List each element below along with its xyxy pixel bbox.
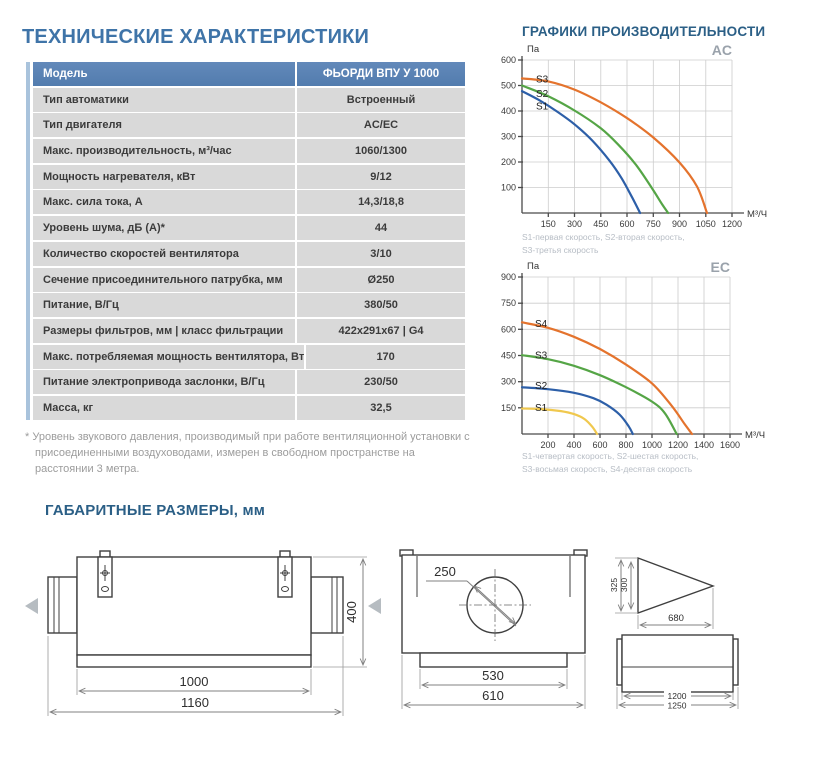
spec-name-cell: Питание электропривода заслонки, В/Гц <box>33 370 295 394</box>
table-header-row <box>33 62 465 86</box>
spec-name-cell: Тип автоматики <box>33 88 295 112</box>
spec-value-cell: 230/50 <box>297 370 465 394</box>
y-axis-label: Па <box>527 44 540 55</box>
series-label-s1: S1 <box>536 101 549 113</box>
dim-front-inner-width: 530 <box>482 668 504 683</box>
series-label-s3: S3 <box>535 350 548 362</box>
x-tick-label: 750 <box>645 219 661 229</box>
spec-value-cell: AC/EC <box>297 113 465 137</box>
performance-chart-ec <box>496 259 784 471</box>
y-axis-label: Па <box>527 261 540 272</box>
x-tick-label: 900 <box>671 219 688 229</box>
x-tick-label: 1600 <box>719 440 741 450</box>
x-tick-label: 200 <box>540 440 556 450</box>
spec-value-header: ФЬОРДИ ВПУ У 1000 <box>297 62 465 86</box>
dim-height: 400 <box>344 601 359 623</box>
x-tick-label: 450 <box>593 219 609 229</box>
x-tick-label: 400 <box>566 440 582 450</box>
x-tick-label: 1200 <box>721 219 743 229</box>
spec-name-cell: Уровень шума, дБ (А)* <box>33 216 295 240</box>
legend-line: S1-четвертая скорость, S2-шестая скорость, <box>522 451 699 461</box>
legend-line: S3-третья скорость <box>522 245 599 256</box>
spec-name-cell: Масса, кг <box>33 396 295 420</box>
table-row <box>33 216 465 240</box>
spec-value-cell: Ø250 <box>297 268 465 292</box>
spec-value-cell: 14,3/18,8 <box>297 190 465 214</box>
y-tick-label: 500 <box>500 80 516 91</box>
y-tick-label: 900 <box>500 272 516 282</box>
mounting-bracket <box>278 551 292 597</box>
y-tick-label: 600 <box>500 55 516 65</box>
motor-type-label: EC <box>710 259 730 275</box>
y-tick-label: 600 <box>500 324 516 335</box>
chart-ec-legend <box>522 450 698 476</box>
curve-s3 <box>522 355 677 434</box>
series-label-s2: S2 <box>536 89 549 100</box>
y-tick-label: 300 <box>500 131 516 142</box>
table-row <box>33 293 465 317</box>
dim-wedge-height-inner: 300 <box>619 577 629 593</box>
spec-value-cell: 380/50 <box>297 293 465 317</box>
spec-value-cell: 44 <box>297 216 465 240</box>
series-label-s3: S3 <box>536 74 549 86</box>
series-label-s1: S1 <box>535 403 548 414</box>
y-tick-label: 200 <box>500 157 516 167</box>
motor-type-label: AC <box>711 42 732 58</box>
drawing-side-view <box>25 551 381 716</box>
drawing-wedge-view <box>609 558 713 629</box>
drawing-top-view <box>617 635 738 711</box>
spec-name-header: Модель <box>33 62 295 86</box>
x-tick-label: 600 <box>592 440 608 450</box>
y-tick-label: 450 <box>500 350 516 361</box>
table-row <box>33 396 465 420</box>
drawing-front-view <box>400 550 587 709</box>
y-tick-label: 150 <box>500 402 516 413</box>
dimension-drawings <box>15 535 805 770</box>
spec-table-body <box>33 88 465 420</box>
table-row <box>33 370 465 394</box>
table-row <box>33 190 465 214</box>
dim-total-length: 1160 <box>181 695 209 710</box>
series-label-s4: S4 <box>535 319 548 331</box>
spec-name-cell: Мощность нагревателя, кВт <box>33 165 295 189</box>
spec-name-cell: Количество скоростей вентилятора <box>33 242 295 266</box>
charts-title: ГРАФИКИ ПРОИЗВОДИТЕЛЬНОСТИ <box>522 24 766 39</box>
spec-value-cell: 9/12 <box>297 165 465 189</box>
table-row <box>33 139 465 163</box>
performance-chart-ac <box>496 42 786 250</box>
x-tick-label: 600 <box>619 219 635 229</box>
x-tick-label: 1000 <box>641 440 663 450</box>
table-row <box>33 242 465 266</box>
dim-duct-diameter: 250 <box>434 564 456 579</box>
spec-name-cell: Сечение присоединительного патрубка, мм <box>33 268 295 292</box>
spec-name-cell: Макс. производительность, м³/час <box>33 139 295 163</box>
x-axis-label: М³/Ч <box>747 209 768 220</box>
chart-ac-legend <box>522 231 685 257</box>
dim-body-length: 1000 <box>179 674 209 689</box>
legend-line: S1-первая скорость, S2-вторая скорость, <box>522 232 685 242</box>
legend-line: S3-восьмая скорость, S4-десятая скорость <box>522 464 693 475</box>
x-tick-label: 1050 <box>695 219 716 229</box>
spec-name-cell: Тип двигателя <box>33 113 295 137</box>
spec-value-cell: Встроенный <box>297 88 465 112</box>
curve-s1 <box>522 409 597 434</box>
x-tick-label: 150 <box>540 219 556 229</box>
x-tick-label: 1200 <box>667 440 689 450</box>
dim-front-total-width: 610 <box>482 688 504 703</box>
y-tick-label: 400 <box>500 106 516 116</box>
spec-name-cell: Питание, В/Гц <box>33 293 295 317</box>
spec-name-cell: Размеры фильтров, мм | класс фильтрации <box>33 319 295 343</box>
airflow-arrow-icon <box>25 598 38 614</box>
y-tick-label: 750 <box>500 298 516 309</box>
spec-name-cell: Макс. потребляемая мощность вентилятора, Вт <box>33 345 304 369</box>
table-row <box>33 88 465 112</box>
spec-table <box>33 62 465 422</box>
dim-top-inner-width: 1200 <box>667 691 687 701</box>
dimensions-title: ГАБАРИТНЫЕ РАЗМЕРЫ, мм <box>45 502 266 519</box>
spec-value-cell: 1060/1300 <box>297 139 465 163</box>
y-tick-label: 300 <box>500 376 516 387</box>
dim-top-total-width: 1250 <box>667 700 687 711</box>
table-row <box>33 165 465 189</box>
series-label-s2: S2 <box>535 381 548 392</box>
dim-wedge-height-outer: 325 <box>609 577 619 593</box>
x-axis-label: М³/Ч <box>745 430 766 441</box>
spec-value-cell: 170 <box>306 345 465 369</box>
spec-value-cell: 32,5 <box>297 396 465 420</box>
airflow-arrow-icon <box>368 598 381 614</box>
spec-value-cell: 3/10 <box>297 242 465 266</box>
table-row <box>33 268 465 292</box>
x-tick-label: 300 <box>566 219 583 229</box>
table-accent-bar <box>26 62 30 420</box>
page-title: ТЕХНИЧЕСКИЕ ХАРАКТЕРИСТИКИ <box>22 26 370 48</box>
table-row <box>33 113 465 137</box>
dim-wedge-length: 680 <box>668 613 684 624</box>
table-row <box>33 345 465 369</box>
spec-name-cell: Макс. сила тока, А <box>33 190 295 214</box>
mounting-bracket <box>98 551 112 597</box>
spec-value-cell: 422x291x67 | G4 <box>297 319 465 343</box>
footnote: * Уровень звукового давления, производимый при работе вентиляционной установки с присоединенными воздуховодами, измерен в свободном пространстве на расстоянии 3 метра. <box>25 431 470 475</box>
x-tick-label: 800 <box>618 440 634 450</box>
table-row <box>33 319 465 343</box>
x-tick-label: 1400 <box>693 440 715 450</box>
y-tick-label: 100 <box>500 182 516 193</box>
